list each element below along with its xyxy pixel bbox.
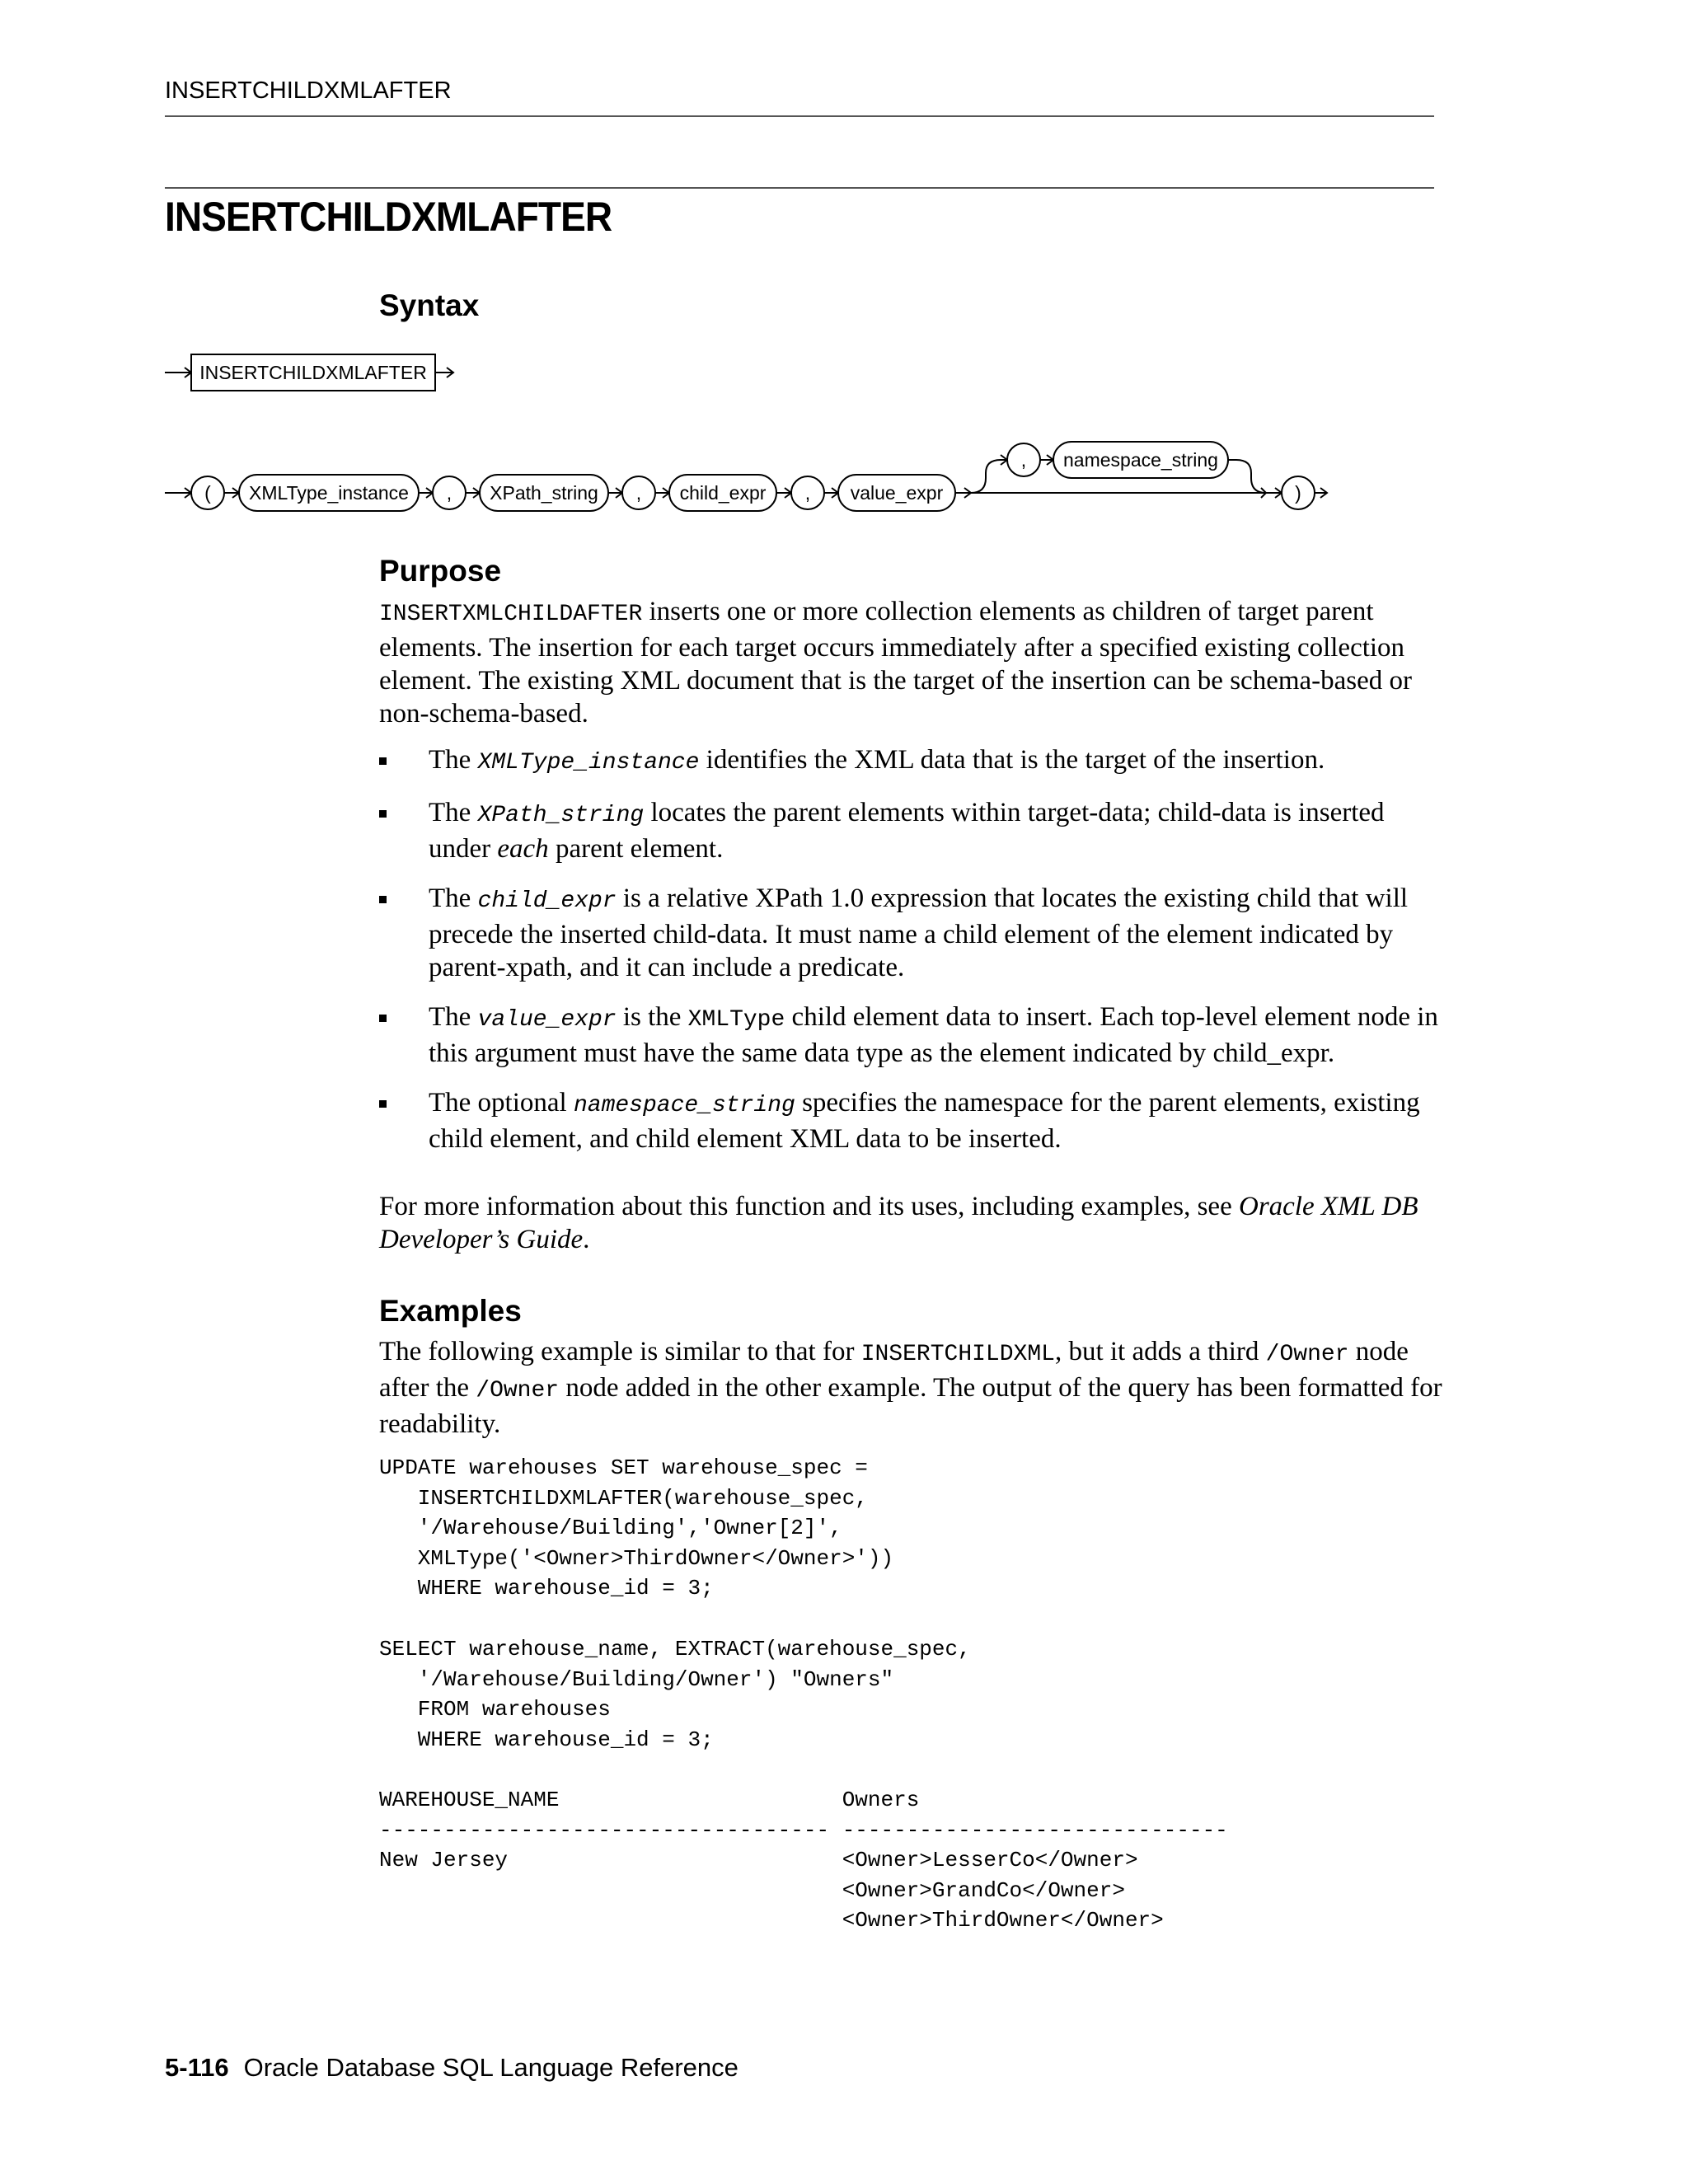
bullet-icon <box>379 1015 387 1022</box>
list-item: The XPath_string locates the parent elements within target-data; child-data is inserted under each parent element. <box>379 796 1442 865</box>
purpose-heading: Purpose <box>379 554 502 588</box>
list-item: The child_expr is a relative XPath 1.0 expression that locates the existing child that will precede the inserted child-data. It must name a child element of the element indicated by parent-xpath, and it can include a predicate. <box>379 882 1442 984</box>
page-number: 5-116 <box>165 2053 229 2082</box>
bullet-icon <box>379 810 387 818</box>
purpose-intro-text: inserts one or more collection elements as children of target parent elements. The insertion for each target occurs immediately after a specified existing collection element. The existing XML document that is the target of the insertion can be schema-based or non-schema-based. <box>379 597 1413 729</box>
code-update-statement: UPDATE warehouses SET warehouse_spec = INSERTCHILDXMLAFTER(warehouse_spec, '/Warehouse/Building','Owner[2]', XMLType('<Owner>ThirdOwner</Owner>')) WHERE warehouse_id = 3; <box>379 1455 894 1601</box>
syntax-open-paren: ( <box>204 482 211 504</box>
syntax-child-expr: child_expr <box>679 482 767 504</box>
syntax-diagram <box>0 0 1688 577</box>
syntax-comma: , <box>1020 449 1027 471</box>
syntax-xpath-string: XPath_string <box>490 482 598 504</box>
list-item: The optional namespace_string specifies the namespace for the parent elements, existing child element, and child element XML data to be inserted. <box>379 1086 1442 1155</box>
bullet-icon <box>379 896 387 903</box>
page-title: INSERTCHILDXMLAFTER <box>165 194 612 240</box>
book-reference: Oracle XML DB Developer’s Guide <box>379 1192 1418 1254</box>
syntax-close-paren: ) <box>1295 482 1301 504</box>
syntax-xmltype-instance: XMLType_instance <box>249 482 409 504</box>
syntax-value-expr: value_expr <box>850 482 944 504</box>
examples-paragraph: The following example is similar to that for INSERTCHILDXML, but it adds a third /Owner node after the /Owner node added in the other example. The output of the query has been formatted for readability. <box>379 1337 1442 1439</box>
syntax-comma: , <box>804 482 811 504</box>
page-footer <box>165 2053 738 2083</box>
bullet-icon <box>379 1100 387 1108</box>
list-item: The value_expr is the XMLType child element data to insert. Each top-level element node in this argument must have the same data type as the element indicated by child_expr. <box>379 1001 1442 1070</box>
more-info-paragraph: For more information about this function and its uses, including examples, see Oracle XML DB Developer’s Guide. <box>379 1192 1418 1254</box>
syntax-heading: Syntax <box>379 288 480 322</box>
syntax-namespace-string: namespace_string <box>1063 449 1218 471</box>
list-item: The XMLType_instance identifies the XML data that is the target of the insertion. <box>379 743 1442 780</box>
purpose-intro-code: INSERTXMLCHILDAFTER <box>379 602 643 627</box>
syntax-keyword: INSERTCHILDXMLAFTER <box>199 362 427 383</box>
code-select-statement: SELECT warehouse_name, EXTRACT(warehouse_spec, '/Warehouse/Building/Owner') "Owners" FROM warehouses WHERE warehouse_id = 3; <box>379 1637 971 1752</box>
bullet-icon <box>379 757 387 765</box>
argument-list <box>379 743 1442 1172</box>
syntax-comma: , <box>635 482 642 504</box>
running-head: INSERTCHILDXMLAFTER <box>165 77 452 104</box>
book-title: Oracle Database SQL Language Reference <box>243 2053 738 2082</box>
examples-heading: Examples <box>379 1294 522 1328</box>
query-output: WAREHOUSE_NAME Owners ----------------------------------- ------------------------------ New Jersey <Owner>LesserCo</Owner> <Owner>GrandCo</Owner> <Owner>ThirdOwner</Owner> <box>379 1788 1228 1933</box>
syntax-comma: , <box>446 482 452 504</box>
purpose-paragraph <box>379 595 1442 730</box>
